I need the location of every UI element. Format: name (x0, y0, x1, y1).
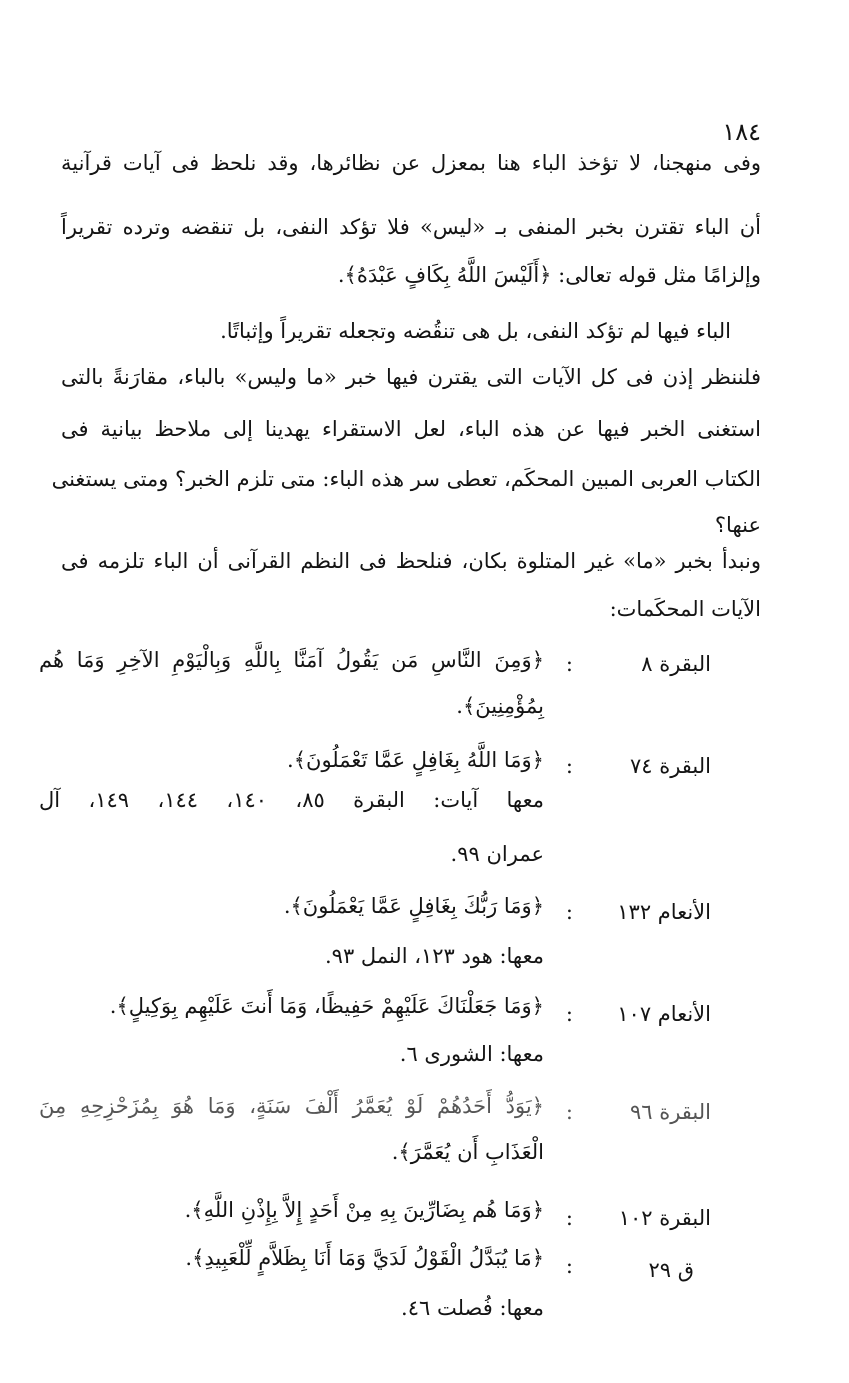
verse-reference: البقرة ٩٦ (629, 1100, 711, 1124)
separator-colon: : (565, 1100, 573, 1124)
verse-reference: البقرة ٧٤ (629, 754, 711, 778)
paragraph-line: فلننظر إذن فى كل الآيات التى يقترن فيها خبر «ما وليس» بالباء، مقارَنةً بالتى (61, 365, 761, 389)
related-verses: معها: الشورى ٦. (399, 1042, 544, 1066)
separator-colon: : (565, 900, 573, 924)
separator-colon: : (565, 1254, 573, 1278)
separator-colon: : (565, 754, 573, 778)
separator-colon: : (565, 1206, 573, 1230)
related-verses: عمران ٩٩. (450, 842, 544, 866)
verse-reference: البقرة ١٠٢ (618, 1206, 711, 1230)
separator-colon: : (565, 1002, 573, 1026)
verse-text: ﴿وَمَا جَعَلْنَاكَ عَلَيْهِمْ حَفِيظًا، وَمَا أَنتَ عَلَيْهِم بِوَكِيلٍ﴾. (109, 994, 544, 1018)
paragraph-line: استغنى الخبر فيها عن هذه الباء، لعل الاستقراء يهدينا إلى ملاحظ بيانية فى (61, 417, 761, 441)
verse-text: ﴿يَوَدُّ أَحَدُهُمْ لَوْ يُعَمَّرُ أَلْفَ سَنَةٍ، وَمَا هُوَ بِمُزَحْزِحِهِ مِنَ (39, 1094, 544, 1118)
verse-reference: الأنعام ١٠٧ (617, 1002, 711, 1026)
paragraph-line: الباء فيها لم تؤكد النفى، بل هى تنقُضه وتجعله تقريراً وإثباتًا. (220, 319, 731, 343)
related-verses: معها آيات: البقرة ٨٥، ١٤٠، ١٤٤، ١٤٩، آل (39, 788, 544, 812)
separator-colon: : (565, 652, 573, 676)
verse-text: ﴿وَمَا اللَّهُ بِغَافِلٍ عَمَّا تَعْمَلُونَ﴾. (287, 748, 544, 772)
related-verses: معها: هود ١٢٣، النمل ٩٣. (324, 944, 544, 968)
related-verses: معها: فُصلت ٤٦. (401, 1296, 544, 1320)
verse-reference: ق ٢٩ (648, 1258, 694, 1282)
page-number: ١٨٤ (722, 118, 761, 146)
paragraph-line: ونبدأ بخبر «ما» غير المتلوة بكان، فنلحظ فى النظم القرآنى أن الباء تلزمه فى (61, 549, 762, 573)
paragraph-line: وإلزامًا مثل قوله تعالى: ﴿أَلَيْسَ اللَّهُ بِكَافٍ عَبْدَهُ﴾. (337, 263, 761, 287)
verse-text: ﴿وَمَا هُم بِضَارِّينَ بِهِ مِنْ أَحَدٍ إِلاَّ بِإِذْنِ اللَّهِ﴾. (184, 1198, 544, 1222)
paragraph-line: وفى منهجنا، لا تؤخذ الباء هنا بمعزل عن نظائرها، وقد نلحظ فى آيات قرآنية (61, 151, 761, 175)
verse-text: ﴿مَا يُبَدَّلُ الْقَوْلُ لَدَيَّ وَمَا أَنَا بِظَلاَّمٍ لِّلْعَبِيدِ﴾. (185, 1246, 544, 1270)
paragraph-line: عنها؟ (714, 513, 761, 537)
verse-text: بِمُؤْمِنِينَ﴾. (456, 694, 544, 718)
verse-text: الْعَذَابِ أَن يُعَمَّرَ﴾. (391, 1140, 544, 1164)
paragraph-line: الكتاب العربى المبين المحكَم، تعطى سر هذه الباء: متى تلزم الخبر؟ ومتى يستغنى (51, 467, 761, 491)
paragraph-line: أن الباء تقترن بخبر المنفى بـ «ليس» فلا تؤكد النفى، بل تنقضه وترده تقريراً (61, 215, 761, 239)
verse-text: ﴿وَمَا رَبُّكَ بِغَافِلٍ عَمَّا يَعْمَلُونَ﴾. (283, 894, 544, 918)
verse-reference: الأنعام ١٣٢ (617, 900, 711, 924)
paragraph-line: الآيات المحكَمات: (609, 597, 761, 621)
verse-reference: البقرة ٨ (641, 652, 711, 676)
verse-text: ﴿وَمِنَ النَّاسِ مَن يَقُولُ آمَنَّا بِاللَّهِ وَبِالْيَوْمِ الآخِرِ وَمَا هُم (39, 648, 544, 672)
